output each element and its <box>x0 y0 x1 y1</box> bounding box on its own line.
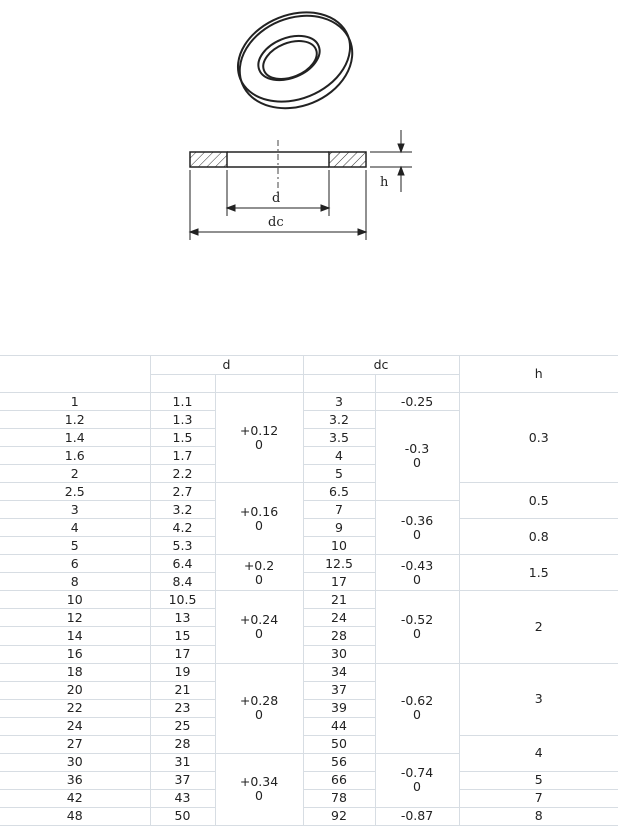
cell-d-tolerance <box>215 555 303 591</box>
table-row <box>0 771 618 789</box>
cell-dc: 24 <box>303 609 375 627</box>
dimension-label-h: h <box>380 175 389 190</box>
tolerance-upper: +0.16 <box>239 503 279 519</box>
cell-size: 18 <box>0 663 150 681</box>
tolerance-lower: 0 <box>413 571 421 587</box>
table-row <box>0 591 618 609</box>
tolerance-lower: 0 <box>255 707 263 723</box>
cell-dc: 6.5 <box>303 483 375 501</box>
tolerance-lower: 0 <box>413 454 421 470</box>
tolerance-lower: 0 <box>413 625 421 641</box>
tolerance-upper: -0.87 <box>400 808 434 824</box>
tolerance-upper: +0.12 <box>239 422 279 438</box>
cell-dc: 21 <box>303 591 375 609</box>
cell-dc: 5 <box>303 465 375 483</box>
cell-dc: 3.2 <box>303 411 375 429</box>
cell-d: 3.2 <box>150 501 215 519</box>
header-dc: dc <box>303 356 459 375</box>
cell-d: 21 <box>150 681 215 699</box>
cell-dc: 39 <box>303 699 375 717</box>
table-row <box>0 735 618 753</box>
cell-size: 8 <box>0 573 150 591</box>
cell-dc: 92 <box>303 807 375 825</box>
tolerance-lower: 0 <box>413 526 421 542</box>
cell-d: 28 <box>150 735 215 753</box>
cell-dc-tolerance <box>375 807 459 825</box>
cell-dc-tolerance <box>375 591 459 663</box>
cell-dc: 9 <box>303 519 375 537</box>
cell-d: 13 <box>150 609 215 627</box>
cell-size: 1.6 <box>0 447 150 465</box>
table-header-row <box>0 356 618 375</box>
cell-d: 10.5 <box>150 591 215 609</box>
tolerance-lower: 0 <box>255 517 263 533</box>
cell-size: 20 <box>0 681 150 699</box>
cell-size: 10 <box>0 591 150 609</box>
cell-d: 8.4 <box>150 573 215 591</box>
cell-size: 36 <box>0 771 150 789</box>
tolerance-upper: -0.3 <box>404 440 430 456</box>
cell-dc: 66 <box>303 771 375 789</box>
tolerance-upper: +0.24 <box>239 611 279 627</box>
cell-d: 31 <box>150 753 215 771</box>
cell-size: 12 <box>0 609 150 627</box>
tolerance-lower: 0 <box>413 707 421 723</box>
cell-d: 1.3 <box>150 411 215 429</box>
cell-dc: 30 <box>303 645 375 663</box>
table-row <box>0 555 618 573</box>
cell-h: 8 <box>459 807 618 825</box>
cell-h: 0.5 <box>459 483 618 519</box>
cell-d: 19 <box>150 663 215 681</box>
dimension-label-dc: dc <box>268 215 284 230</box>
cell-d-tolerance <box>215 393 303 483</box>
tolerance-upper: +0.2 <box>243 557 275 573</box>
tolerance-upper: -0.43 <box>400 557 434 573</box>
cell-d-tolerance <box>215 753 303 825</box>
tolerance-lower: 0 <box>255 571 263 587</box>
cell-d-tolerance <box>215 591 303 663</box>
cell-dc: 7 <box>303 501 375 519</box>
cell-size: 24 <box>0 717 150 735</box>
tolerance-upper: -0.62 <box>400 693 434 709</box>
tolerance-upper: -0.74 <box>400 765 434 781</box>
cell-h: 0.8 <box>459 519 618 555</box>
cell-d: 6.4 <box>150 555 215 573</box>
cell-h: 2 <box>459 591 618 663</box>
cell-size: 27 <box>0 735 150 753</box>
cell-d: 15 <box>150 627 215 645</box>
cell-d: 37 <box>150 771 215 789</box>
washer-drawing <box>0 0 618 330</box>
cell-size: 5 <box>0 537 150 555</box>
header-size <box>0 356 150 393</box>
cell-d: 23 <box>150 699 215 717</box>
cell-d-tolerance <box>215 663 303 753</box>
table-row <box>0 807 618 825</box>
tolerance-upper: -0.25 <box>400 393 434 409</box>
subheader-dc-nominal <box>303 375 375 393</box>
subheader-d-tolerance <box>215 375 303 393</box>
cell-size: 14 <box>0 627 150 645</box>
cell-dc-tolerance <box>375 555 459 591</box>
cell-dc: 56 <box>303 753 375 771</box>
table-row <box>0 519 618 537</box>
cell-dc: 3.5 <box>303 429 375 447</box>
cell-dc-tolerance <box>375 411 459 501</box>
cell-h: 1.5 <box>459 555 618 591</box>
cell-size: 4 <box>0 519 150 537</box>
header-h: h <box>459 356 618 393</box>
tolerance-lower: 0 <box>255 788 263 804</box>
cell-d: 4.2 <box>150 519 215 537</box>
cell-h: 3 <box>459 663 618 735</box>
cell-d: 1.5 <box>150 429 215 447</box>
cell-dc: 10 <box>303 537 375 555</box>
cell-dc: 78 <box>303 789 375 807</box>
washer-dimension-table <box>0 355 618 826</box>
cell-dc: 50 <box>303 735 375 753</box>
cell-size: 30 <box>0 753 150 771</box>
cell-dc: 3 <box>303 393 375 411</box>
cell-size: 1 <box>0 393 150 411</box>
table-row <box>0 483 618 501</box>
cell-dc-tolerance <box>375 393 459 411</box>
cell-d: 25 <box>150 717 215 735</box>
cell-size: 2 <box>0 465 150 483</box>
cell-d: 43 <box>150 789 215 807</box>
cell-size: 2.5 <box>0 483 150 501</box>
tolerance-lower: 0 <box>255 625 263 641</box>
cell-d: 2.2 <box>150 465 215 483</box>
cell-d: 5.3 <box>150 537 215 555</box>
header-d: d <box>150 356 303 375</box>
cell-dc: 17 <box>303 573 375 591</box>
cell-size: 16 <box>0 645 150 663</box>
dimension-lines <box>190 130 412 240</box>
tolerance-lower: 0 <box>413 779 421 795</box>
cell-d-tolerance <box>215 483 303 555</box>
cell-dc: 37 <box>303 681 375 699</box>
cell-size: 48 <box>0 807 150 825</box>
subheader-d-nominal <box>150 375 215 393</box>
cell-size: 1.4 <box>0 429 150 447</box>
cell-dc-tolerance <box>375 501 459 555</box>
washer-isometric-view <box>224 0 366 125</box>
cell-size: 3 <box>0 501 150 519</box>
cell-d: 17 <box>150 645 215 663</box>
cell-d: 50 <box>150 807 215 825</box>
tolerance-upper: -0.52 <box>400 611 434 627</box>
cell-h: 4 <box>459 735 618 771</box>
table-row <box>0 393 618 411</box>
cell-dc: 4 <box>303 447 375 465</box>
cell-d: 2.7 <box>150 483 215 501</box>
cell-size: 6 <box>0 555 150 573</box>
cell-dc: 28 <box>303 627 375 645</box>
tolerance-upper: +0.28 <box>239 693 279 709</box>
subheader-dc-tolerance <box>375 375 459 393</box>
cell-size: 42 <box>0 789 150 807</box>
cell-dc: 44 <box>303 717 375 735</box>
table-row <box>0 663 618 681</box>
tolerance-upper: +0.34 <box>239 774 279 790</box>
cell-d: 1.1 <box>150 393 215 411</box>
cell-h: 7 <box>459 789 618 807</box>
cell-dc-tolerance <box>375 663 459 753</box>
cell-dc-tolerance <box>375 753 459 807</box>
cell-h: 5 <box>459 771 618 789</box>
washer-diagram <box>0 0 618 330</box>
cell-size: 1.2 <box>0 411 150 429</box>
table-row <box>0 789 618 807</box>
tolerance-upper: -0.36 <box>400 512 434 528</box>
cell-dc: 34 <box>303 663 375 681</box>
cell-h: 0.3 <box>459 393 618 483</box>
cell-d: 1.7 <box>150 447 215 465</box>
tolerance-lower: 0 <box>255 436 263 452</box>
dimension-label-d: d <box>272 191 281 206</box>
cell-dc: 12.5 <box>303 555 375 573</box>
cell-size: 22 <box>0 699 150 717</box>
